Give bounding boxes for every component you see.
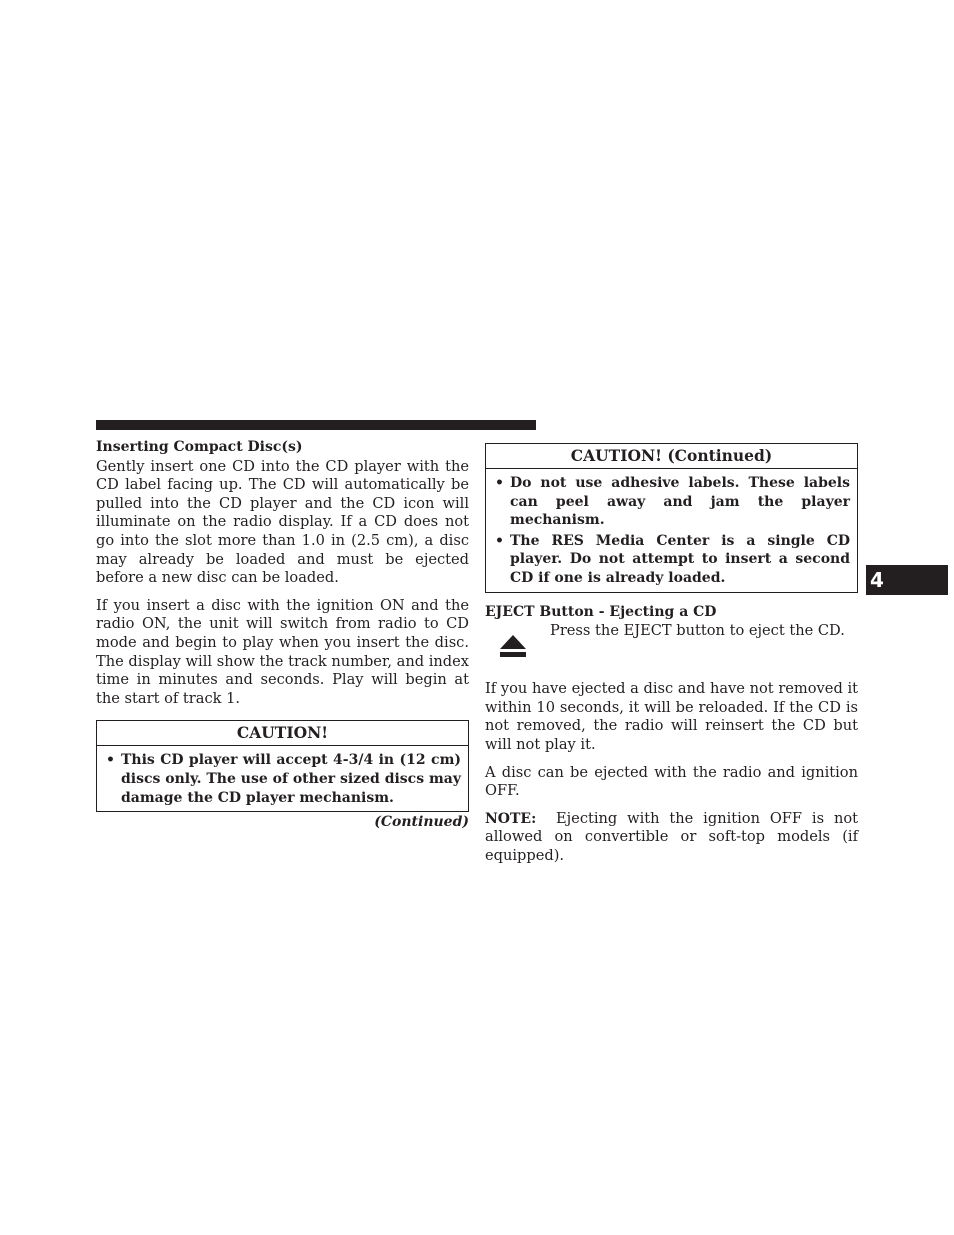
paragraph-eject-off: A disc can be ejected with the radio and ignition OFF. xyxy=(485,763,858,800)
eject-icon xyxy=(499,634,527,658)
left-column xyxy=(96,438,469,832)
bullet-icon: • xyxy=(495,532,504,549)
caution-item: • This CD player will accept 4-3/4 in (12 cm) discs only. The use of other sized discs may damage the CD player mechanism. xyxy=(106,752,461,806)
continued-label: (Continued) xyxy=(374,814,469,831)
bullet-icon: • xyxy=(495,475,504,491)
caution-continued-list xyxy=(486,469,857,592)
section-rule xyxy=(96,420,536,430)
eject-row xyxy=(485,622,858,672)
section-heading-eject: EJECT Button - Ejecting a CD xyxy=(485,603,717,620)
paragraph-inserting: Gently insert one CD into the CD player with the CD label facing up. The CD will automatically be pulled into the CD player and the CD icon will illuminate on the radio display. If a CD does not go into the slot more than 1.0 in (2.5 cm), a disc may already be loaded and must be ejected before a new disc can be loaded. xyxy=(96,457,469,587)
note-paragraph xyxy=(485,810,858,866)
note-text: Ejecting with the ignition OFF is not allowed on convertible or soft-top models (if equipped). xyxy=(485,809,859,864)
caution-list xyxy=(97,746,468,811)
caution-continued-box xyxy=(485,443,858,593)
chapter-tab: 4 xyxy=(866,565,948,595)
caution-title: CAUTION! xyxy=(97,721,468,746)
note-label: NOTE: xyxy=(485,810,537,827)
paragraph-reload: If you have ejected a disc and have not removed it within 10 seconds, it will be reloaded. If the CD is not removed, the radio will reinsert the CD but will not play it. xyxy=(485,680,858,753)
caution-continued-title: CAUTION! (Continued) xyxy=(486,444,857,469)
bullet-icon: • xyxy=(106,752,115,769)
caution-item: • Do not use adhesive labels. These labels can peel away and jam the player mechanism. xyxy=(495,475,850,529)
paragraph-ignition-on: If you insert a disc with the ignition ON and the radio ON, the unit will switch from radio to CD mode and begin to play when you insert the disc. The display will show the track number, and index time in minutes and seconds. Play will begin at the start of track 1. xyxy=(96,596,469,707)
right-column xyxy=(485,443,858,866)
section-heading-inserting: Inserting Compact Disc(s) xyxy=(96,439,303,455)
caution-item: • The RES Media Center is a single CD player. Do not attempt to insert a second CD if one is already loaded. xyxy=(495,532,850,586)
caution-box xyxy=(96,720,469,812)
eject-instruction: Press the EJECT button to eject the CD. xyxy=(550,622,845,640)
